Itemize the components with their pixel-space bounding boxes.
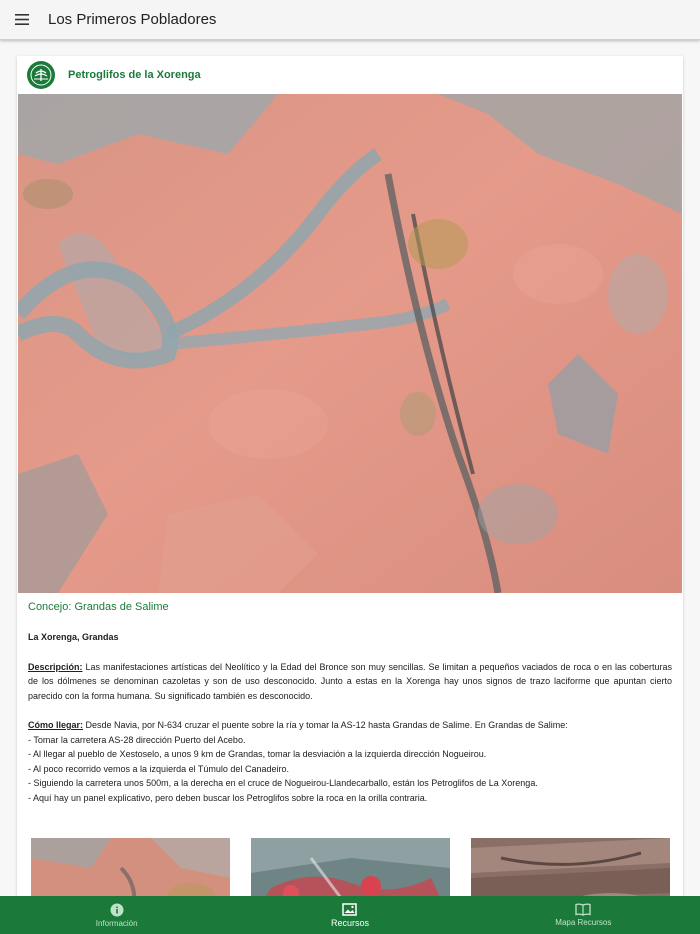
directions-step: - Al llegar al pueblo de Xestoselo, a unos 9 km de Grandas, tomar la desviación a la izquierda dirección Nogueirou. xyxy=(28,749,487,759)
nav-label: Recursos xyxy=(330,917,369,928)
app-title: Los Primeros Pobladores xyxy=(48,11,217,28)
card-header xyxy=(17,56,683,94)
thumbnail-photo-2[interactable] xyxy=(251,838,450,896)
directions-step: - Tomar la carretera AS-28 dirección Puerto del Acebo. xyxy=(28,734,246,745)
description-text: Las manifestaciones artísticas del Neolítico y la Edad del Bronce son muy sencillas. Se limitan a pequeños vaciados de roca o en las coberturas de los dólmenes se denominan cazoletas y son de uso desconocido. Junto a estas en la Xorenga hay unos signos de trazo laciforme que apuntan cierto parecido con la forma humana. Su significado también es desconocido. xyxy=(28,661,672,701)
nav-mapa-recursos[interactable] xyxy=(467,896,700,934)
description-label: Descripción: xyxy=(28,661,83,672)
place-name: La Xorenga, Grandas xyxy=(28,632,119,642)
resource-description xyxy=(17,630,683,805)
image-gallery-icon xyxy=(342,903,357,916)
description-paragraph xyxy=(28,660,672,704)
nav-label: Mapa Recursos xyxy=(555,918,612,927)
menu-button[interactable] xyxy=(0,0,44,40)
bottom-navigation xyxy=(0,896,700,934)
open-book-map-icon xyxy=(575,903,591,916)
tree-logo-icon xyxy=(27,61,55,89)
nav-informacion[interactable] xyxy=(0,896,233,934)
concejo-label: Concejo: Grandas de Salime xyxy=(28,601,169,613)
thumbnail-photo-3[interactable] xyxy=(471,838,670,896)
resource-card xyxy=(17,56,683,896)
info-icon xyxy=(110,903,124,917)
petroglyph-photo[interactable] xyxy=(18,94,682,593)
directions-step: - Al poco recorrido vemos a la izquierda el Túmulo del Canadeiro. xyxy=(28,763,289,774)
directions-step: - Aquí hay un panel explicativo, pero deben buscar los Petroglifos sobre la roca en la orilla contraria. xyxy=(28,792,428,803)
photo-thumbnails xyxy=(31,838,671,896)
thumbnail-photo-1[interactable] xyxy=(31,838,230,896)
directions-label: Cómo llegar: xyxy=(28,720,84,730)
main-content[interactable] xyxy=(0,40,700,896)
directions-step: - Siguiendo la carretera unos 500m, a la derecha en el cruce de Nogueirou-Llandecarballo, están los Petroglifos de La Xorenga. xyxy=(28,778,538,788)
directions-paragraph xyxy=(28,718,672,805)
app-bar xyxy=(0,0,700,40)
nav-label: Información xyxy=(95,918,138,928)
nav-recursos[interactable] xyxy=(233,896,466,934)
directions-intro: Desde Navia, por N-634 cruzar el puente sobre la ría y tomar la AS-12 hasta Grandas de Salime. En Grandas de Salime: xyxy=(83,720,568,730)
menu-icon xyxy=(15,14,29,25)
card-title: Petroglifos de la Xorenga xyxy=(68,69,201,81)
